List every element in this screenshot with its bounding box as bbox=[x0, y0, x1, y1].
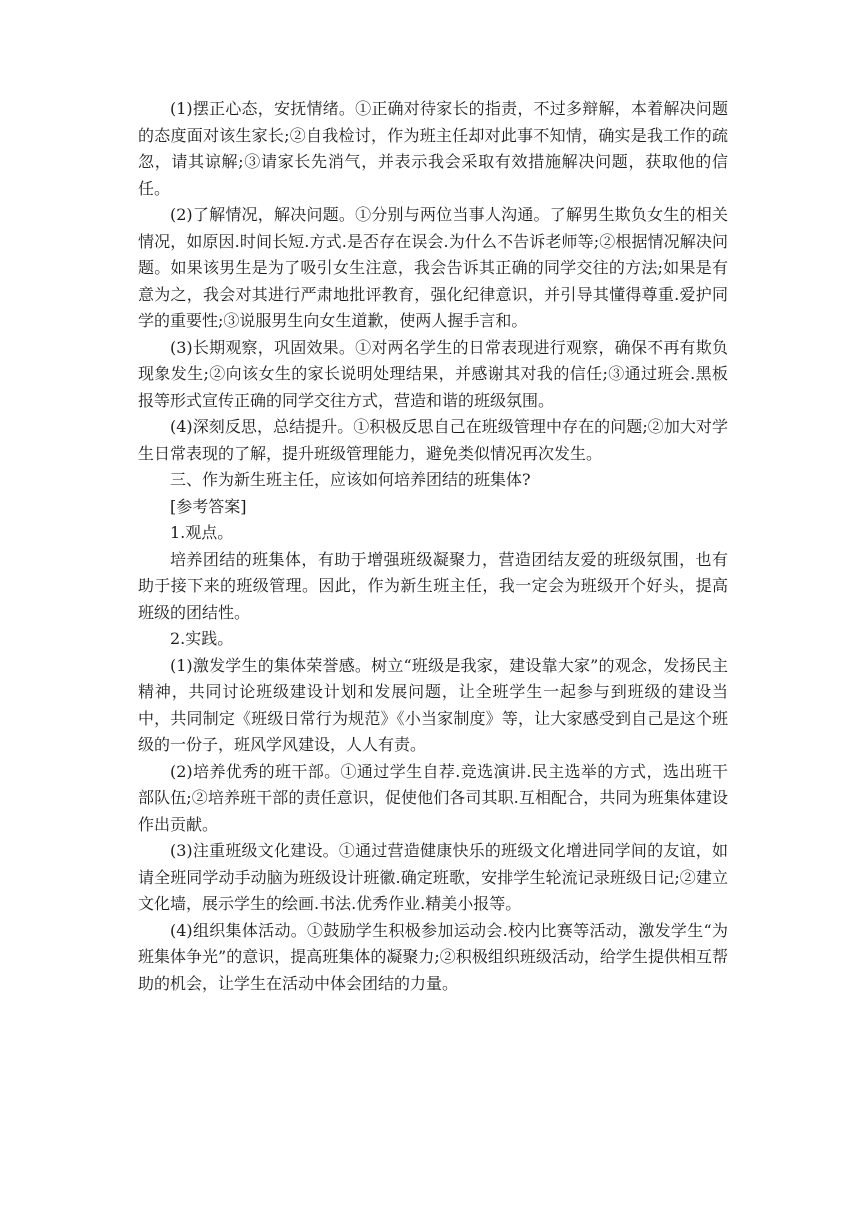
paragraph-4-step-reflection: (4)深刻反思，总结提升。①积极反思自己在班级管理中存在的问题;②加大对学生日常表现的了解，提升班级管理能力，避免类似情况再次发生。 bbox=[138, 417, 728, 463]
reference-answer-label: [参考答案] bbox=[170, 496, 247, 516]
section-viewpoint-heading: 1.观点。 bbox=[170, 523, 234, 542]
paragraph-1-step-calm-emotions: (1)摆正心态，安抚情绪。①正确对待家长的指责，不过多辩解，本着解决问题的态度面对该生家长;②自我检讨，作为班主任却对此事不知情，确实是我工作的疏忽，请其谅解;③请家长先消气，并表示我会采取有效措施解决问题，获取他的信任。 bbox=[138, 99, 728, 198]
section-practice-heading: 2.实践。 bbox=[170, 629, 234, 648]
practice-item-class-cadres: (2)培养优秀的班干部。①通过学生自荐.竞选演讲.民主选举的方式，选出班干部队伍;②培养班干部的责任意识，促使他们各司其职.互相配合，共同为班集体建设作出贡献。 bbox=[138, 761, 728, 834]
question-three-heading: 三、作为新生班主任，应该如何培养团结的班集体? bbox=[170, 470, 531, 489]
practice-item-group-activities: (4)组织集体活动。①鼓励学生积极参加运动会.校内比赛等活动，激发学生“为班集体争光”的意识，提高班集体的凝聚力;②积极组织班级活动，给学生提供相互帮助的机会，让学生在活动中体会团结的力量。 bbox=[138, 920, 728, 993]
practice-item-honor: (1)激发学生的集体荣誉感。树立“班级是我家，建设靠大家”的观念，发扬民主精神，共同讨论班级建设计划和发展问题，让全班学生一起参与到班级的建设当中，共同制定《班级日常行为规范》《小当家制度》等，让大家感受到自己是这个班级的一份子，班风学风建设，人人有责。 bbox=[138, 655, 728, 754]
practice-item-class-culture: (3)注重班级文化建设。①通过营造健康快乐的班级文化增进同学间的友谊，如请全班同学动手动脑为班级设计班徽.确定班歌，安排学生轮流记录班级日记;②建立文化墙，展示学生的绘画.书法.优秀作业.精美小报等。 bbox=[138, 841, 728, 913]
document-body bbox=[138, 96, 728, 997]
paragraph-3-step-long-term-observation: (3)长期观察，巩固效果。①对两名学生的日常表现进行观察，确保不再有欺负现象发生;②向该女生的家长说明处理结果，并感谢其对我的信任;③通过班会.黑板报等形式宣传正确的同学交往方式，营造和谐的班级氛围。 bbox=[138, 337, 728, 410]
viewpoint-paragraph: 培养团结的班集体，有助于增强班级凝聚力，营造团结友爱的班级氛围，也有助于接下来的班级管理。因此，作为新生班主任，我一定会为班级开个好头，提高班级的团结性。 bbox=[138, 549, 728, 622]
paragraph-2-step-solve-problem: (2)了解情况，解决问题。①分别与两位当事人沟通。了解男生欺负女生的相关情况，如原因.时间长短.方式.是否存在误会.为什么不告诉老师等;②根据情况解决问题。如果该男生是为了吸引女生注意，我会告诉其正确的同学交往的方法;如果是有意为之，我会对其进行严肃地批评教育，强化纪律意识，并引导其懂得尊重.爱护同学的重要性;③说服男生向女生道歉，使两人握手言和。 bbox=[138, 205, 728, 330]
